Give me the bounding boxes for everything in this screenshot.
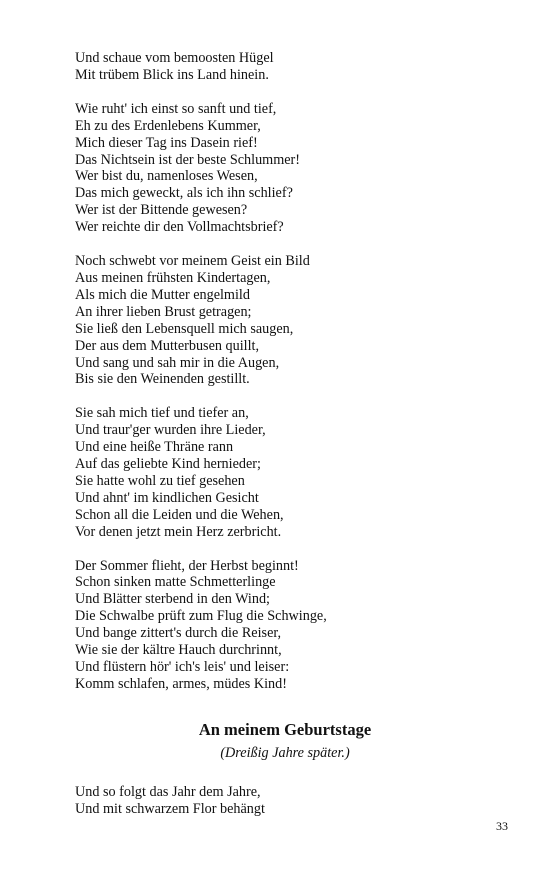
verse-line: Schon all die Leiden und die Wehen, — [75, 506, 284, 523]
verse-line: Und Blätter sterbend in den Wind; — [75, 591, 270, 608]
stanza-2 — [75, 101, 495, 236]
verse-line: Sie ließ den Lebensquell mich saugen, — [75, 320, 294, 337]
verse-line: Mich dieser Tag ins Dasein rief! — [75, 134, 258, 151]
poem-title: An meinem Geburtstage — [198, 719, 372, 739]
verse-line: Mit trübem Blick ins Land hinein. — [75, 66, 269, 83]
verse-line: Das Nichtsein ist der beste Schlummer! — [75, 151, 300, 168]
verse-line: Wer reichte dir den Vollmachtsbrief? — [75, 219, 284, 236]
verse-line: Wie ruht' ich einst so sanft und tief, — [75, 100, 277, 117]
verse-line: Als mich die Mutter engelmild — [75, 286, 250, 303]
verse-line: Vor denen jetzt mein Herz zerbricht. — [75, 523, 282, 540]
stanza-3 — [75, 253, 495, 388]
stanza-5 — [75, 558, 495, 693]
verse-line: Wer bist du, namenloses Wesen, — [75, 168, 258, 185]
verse-line: Bis sie den Weinenden gestillt. — [75, 371, 250, 388]
verse-line: Und mit schwarzem Flor behängt — [75, 800, 265, 817]
verse-line: Der Sommer flieht, der Herbst beginnt! — [75, 557, 299, 574]
verse-line: Und schaue vom bemoosten Hügel — [75, 50, 274, 66]
verse-line: An ihrer lieben Brust getragen; — [75, 303, 252, 320]
verse-line: Sie sah mich tief und tiefer an, — [75, 405, 249, 422]
verse-line: Und traur'ger wurden ihre Lieder, — [75, 422, 266, 439]
stanza-1 — [75, 50, 495, 84]
verse-line: Auf das geliebte Kind hernieder; — [75, 456, 261, 473]
verse-line: Und so folgt das Jahr dem Jahre, — [75, 783, 261, 800]
verse-line: Der aus dem Mutterbusen quillt, — [75, 337, 260, 354]
verse-line: Noch schwebt vor meinem Geist ein Bild — [75, 253, 310, 270]
page-content — [75, 50, 495, 835]
poem-subtitle: (Dreißig Jahre später.) — [220, 744, 350, 761]
verse-line: Und bange zittert's durch die Reiser, — [75, 625, 282, 642]
verse-line: Das mich geweckt, als ich ihn schlief? — [75, 185, 293, 202]
verse-line: Wie sie der kältre Hauch durchrinnt, — [75, 642, 282, 659]
verse-line: Komm schlafen, armes, müdes Kind! — [75, 675, 287, 692]
verse-line: Und flüstern hör' ich's leis' und leiser: — [75, 659, 290, 675]
verse-line: Die Schwalbe prüft zum Flug die Schwinge, — [75, 608, 327, 625]
stanza-new-poem-1 — [75, 784, 495, 818]
verse-line: Sie hatte wohl zu tief gesehen — [75, 472, 245, 489]
verse-line: Wer ist der Bittende gewesen? — [75, 202, 248, 219]
verse-line: Und eine heiße Thräne rann — [75, 439, 234, 456]
verse-line: Eh zu des Erdenlebens Kummer, — [75, 117, 261, 134]
verse-line: Schon sinken matte Schmetterlinge — [75, 574, 276, 591]
verse-line: Und ahnt' im kindlichen Gesicht — [75, 489, 259, 506]
page-number: 33 — [496, 819, 508, 833]
verse-line: Und sang und sah mir in die Augen, — [75, 354, 280, 371]
stanza-4 — [75, 405, 495, 540]
verse-line: Aus meinen frühsten Kindertagen, — [75, 269, 271, 286]
